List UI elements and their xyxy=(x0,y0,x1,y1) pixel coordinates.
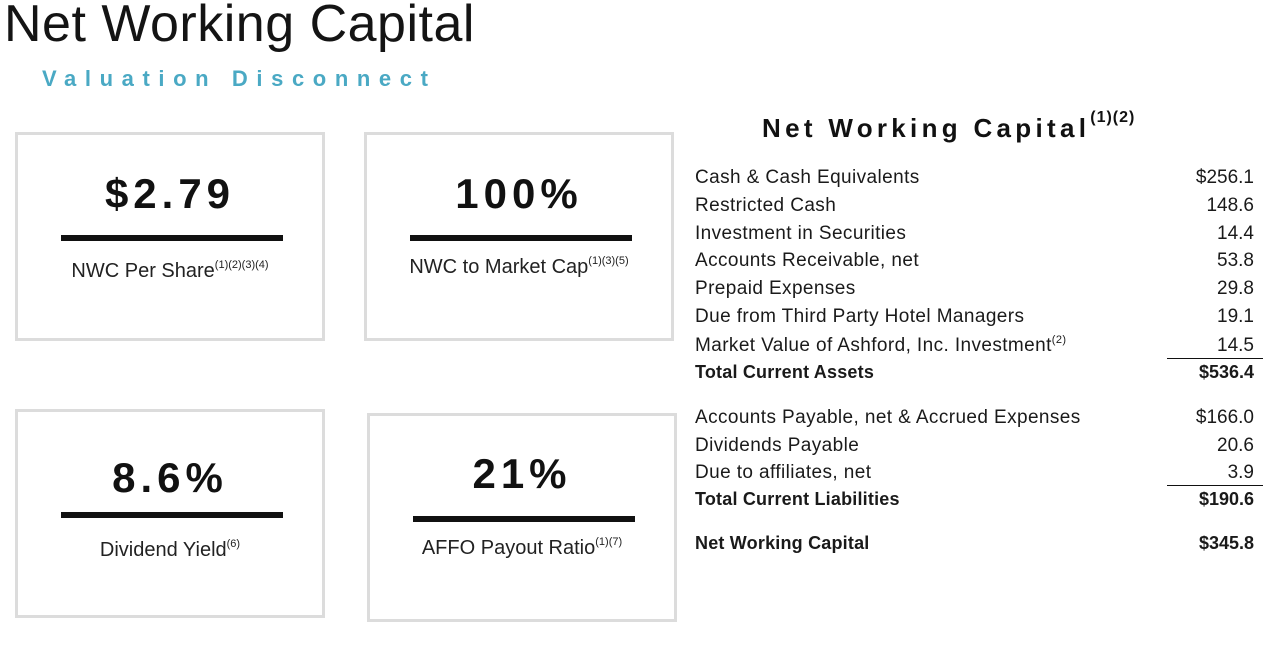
row-label: Due to affiliates, net xyxy=(695,462,872,483)
table-row xyxy=(695,278,1254,304)
row-label: Cash & Cash Equivalents xyxy=(695,167,920,188)
subtotal-rule xyxy=(1167,485,1263,486)
row-amount: $256.1 xyxy=(1195,167,1254,188)
kpi-divider xyxy=(61,235,283,241)
kpi-value: 21% xyxy=(472,450,572,497)
row-amount: $166.0 xyxy=(1195,407,1254,428)
row-footnote: (2) xyxy=(1051,334,1067,346)
kpi-footnote: (6) xyxy=(226,538,241,550)
table-row xyxy=(695,250,1254,276)
kpi-footnote: (1)(7) xyxy=(595,536,623,548)
row-label: Dividends Payable xyxy=(695,435,860,456)
kpi-card-affo-payout-ratio xyxy=(367,413,677,622)
row-amount: 20.6 xyxy=(1217,435,1254,456)
row-label: Due from Third Party Hotel Managers xyxy=(695,306,1025,327)
kpi-card-nwc-per-share xyxy=(15,132,325,341)
kpi-label xyxy=(18,260,322,283)
table-row xyxy=(695,435,1254,461)
table-title xyxy=(762,109,1136,144)
kpi-card-dividend-yield xyxy=(15,409,325,618)
kpi-value: 8.6% xyxy=(112,454,228,501)
row-label: Total Current Assets xyxy=(695,362,875,382)
kpi-divider xyxy=(61,512,283,518)
kpi-value: $2.79 xyxy=(104,170,236,217)
page-subtitle: Valuation Disconnect xyxy=(42,66,437,91)
kpi-label-text: NWC to Market Cap xyxy=(409,256,589,278)
table-row xyxy=(695,223,1254,249)
total-row xyxy=(695,489,1254,515)
row-amount: $536.4 xyxy=(1198,362,1254,382)
page-title: Net Working Capital xyxy=(4,0,475,53)
subtotal-rule xyxy=(1167,358,1263,359)
row-label: Total Current Liabilities xyxy=(695,489,900,509)
kpi-label-text: AFFO Payout Ratio xyxy=(421,537,596,559)
row-label-text: Market Value of Ashford, Inc. Investment xyxy=(695,335,1052,356)
table-row xyxy=(695,195,1254,221)
kpi-label xyxy=(18,539,322,562)
row-label: Accounts Receivable, net xyxy=(695,250,919,271)
row-amount: 53.8 xyxy=(1217,250,1254,271)
kpi-label-text: Dividend Yield xyxy=(99,539,227,561)
row-label: Net Working Capital xyxy=(695,533,870,553)
row-amount: $345.8 xyxy=(1198,533,1254,553)
table-row xyxy=(695,407,1254,433)
row-amount: 14.5 xyxy=(1217,335,1254,356)
row-label: Accounts Payable, net & Accrued Expenses xyxy=(695,407,1081,428)
row-amount: $190.6 xyxy=(1198,489,1254,509)
kpi-label-text: NWC Per Share xyxy=(71,260,215,282)
kpi-value: 100% xyxy=(455,170,583,217)
row-amount: 3.9 xyxy=(1227,462,1254,483)
kpi-card-nwc-to-market-cap xyxy=(364,132,674,341)
total-row xyxy=(695,362,1254,388)
kpi-footnote: (1)(3)(5) xyxy=(588,255,629,267)
row-label xyxy=(695,335,1066,357)
row-label: Restricted Cash xyxy=(695,195,837,216)
net-total-row xyxy=(695,533,1254,559)
row-amount: 29.8 xyxy=(1217,278,1254,299)
kpi-divider xyxy=(413,516,635,522)
table-row xyxy=(695,306,1254,332)
row-amount: 19.1 xyxy=(1217,306,1254,327)
kpi-divider xyxy=(410,235,632,241)
kpi-label xyxy=(370,537,674,560)
kpi-label xyxy=(367,256,671,279)
table-title-text: Net Working Capital xyxy=(762,113,1091,143)
row-amount: 14.4 xyxy=(1217,223,1254,244)
table-row xyxy=(695,167,1254,193)
row-amount: 148.6 xyxy=(1206,195,1254,216)
row-label: Investment in Securities xyxy=(695,223,907,244)
table-title-footnote: (1)(2) xyxy=(1090,109,1136,126)
kpi-footnote: (1)(2)(3)(4) xyxy=(214,259,269,271)
row-label: Prepaid Expenses xyxy=(695,278,856,299)
